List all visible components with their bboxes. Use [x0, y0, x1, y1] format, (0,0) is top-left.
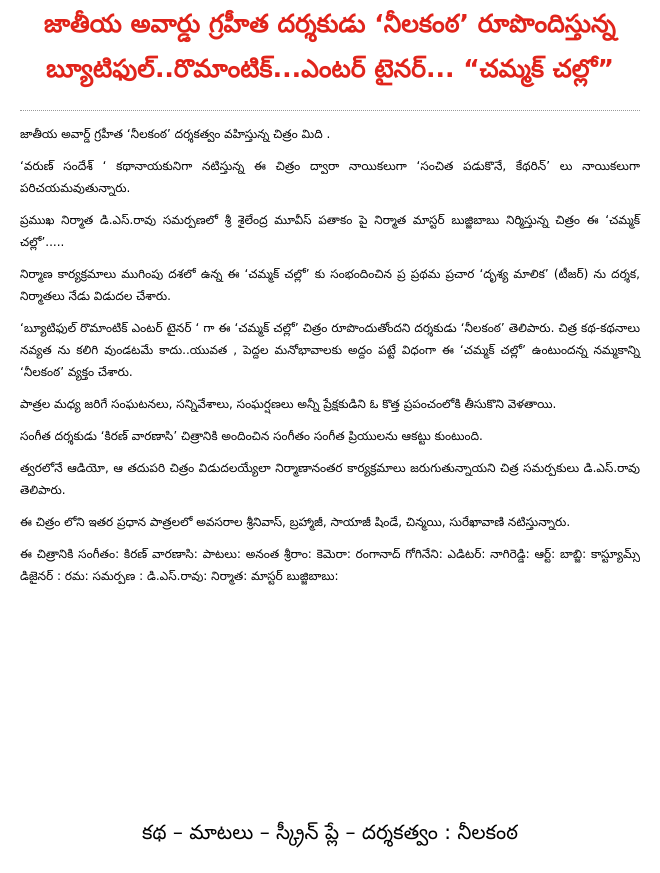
divider: [20, 110, 640, 111]
paragraph: జాతీయ అవార్డ్ గ్రహీత ‘నీలకంఠ’ దర్శకత్వం వహిస్తున్న చిత్రం మిది .: [20, 127, 331, 141]
paragraph: పాత్రల మధ్య జరిగే సంఘటనలు, సన్నివేశాలు, సంఘర్షణలు అన్నీ ప్రేక్షకుడిని ఓ కొత్త ప్రపంచంలోకి తీసుకొని వెళతాయి.: [20, 397, 557, 411]
credits-paragraph: ఈ చిత్రానికి సంగీతం: కిరణ్ వారణాసి: పాటలు: అనంత శ్రీరాం: కెమెరా: రంగానాద్ గోగినేని: ఎడిటర్: నాగిరెడ్డి: ఆర్ట్: బాబ్జి: కాస్ట్యూమ్స్ డిజైనర్ : రమ: సమర్పణ : డి.ఎస్.రావు: నిర్మాత: మాస్టర్ బుజ్జిబాబు:: [20, 547, 640, 583]
paragraph: ఈ చిత్రం లోని ఇతర ప్రధాన పాత్రలలో అవసరాల శ్రీనివాస్, బ్రహ్మాజీ, సాయాజీ షిండే, చిన్మయి, సురేఖావాణి నటిస్తున్నారు.: [20, 515, 571, 529]
paragraph: ప్రముఖ నిర్మాత డి.ఎస్.రావు సమర్పణలో శ్రీ శైలేంద్ర మూవీస్ పతాకం పై నిర్మాత మాస్టర్ బుజ్జిబాబు నిర్మిస్తున్న చిత్రం ఈ ‘చమ్మక్ చల్లో’.....: [20, 213, 640, 249]
paragraph: ‘బ్యూటిఫుల్ రొమాంటిక్ ఎంటర్ టైనర్ ‘ గా ఈ ‘చమ్మక్ చల్లో’ చిత్రం రూపొందుతోందని దర్శకుడు ‘నీలకంఠ’ తెలిపారు. చిత్ర కథ-కథనాలు నవ్యత ను కలిగి వుండటమే కాదు..యువత , పెద్దల మనోభావాలకు అద్దం పట్టే విధంగా ఈ ‘చమ్మక్ చల్లో’ ఉంటుందన్న నమ్మకాన్ని ‘నీలకంఠ’ వ్యక్తం చేశారు.: [20, 321, 640, 379]
headline-line-2: బ్యూటిఫుల్..రొమాంటిక్...ఎంటర్ టైనర్... “చమ్మక్ చల్లో”: [46, 54, 614, 83]
paragraph: త్వరలోనే ఆడియో, ఆ తదుపరి చిత్రం విడుదలయ్యేలా నిర్మాణానంతర కార్యక్రమాలు జరుగుతున్నాయని చిత్ర సమర్పకులు డి.ఎస్.రావు తెలిపారు.: [20, 461, 640, 497]
footer-credit: కథ – మాటలు – స్క్రీన్ ప్లే – దర్శకత్వం : నీలకంఠ: [141, 820, 519, 844]
headline-line-1: జాతీయ అవార్డు గ్రహీత దర్శకుడు ‘నీలకంఠ’ రూపొందిస్తున్న: [44, 9, 616, 38]
article-body: [20, 123, 640, 587]
paragraph: ‘వరుణ్ సందేశ్ ‘ కథానాయకునిగా నటిస్తున్న ఈ చిత్రం ద్వారా నాయికలుగా ‘సంచిత పడుకొనే, కేథరిన్’ లు నాయికలుగా పరిచయమవుతున్నారు.: [20, 159, 640, 195]
paragraph: సంగీత దర్శకుడు ‘కిరణ్ వారణాసి’ చిత్రానికి అందించిన సంగీతం సంగీత ప్రియులను ఆకట్టు కుంటుంది.: [20, 429, 483, 443]
paragraph: నిర్మాణ కార్యక్రమాలు ముగింపు దశలో ఉన్న ఈ ‘చమ్మక్ చల్లో’ కు సంభందించిన ప్ర ప్రథమ ప్రచార ‘దృశ్య మాలిక’ (టీజర్) ను దర్శక, నిర్మాతలు నేడు విడుదల చేశారు.: [20, 267, 640, 303]
